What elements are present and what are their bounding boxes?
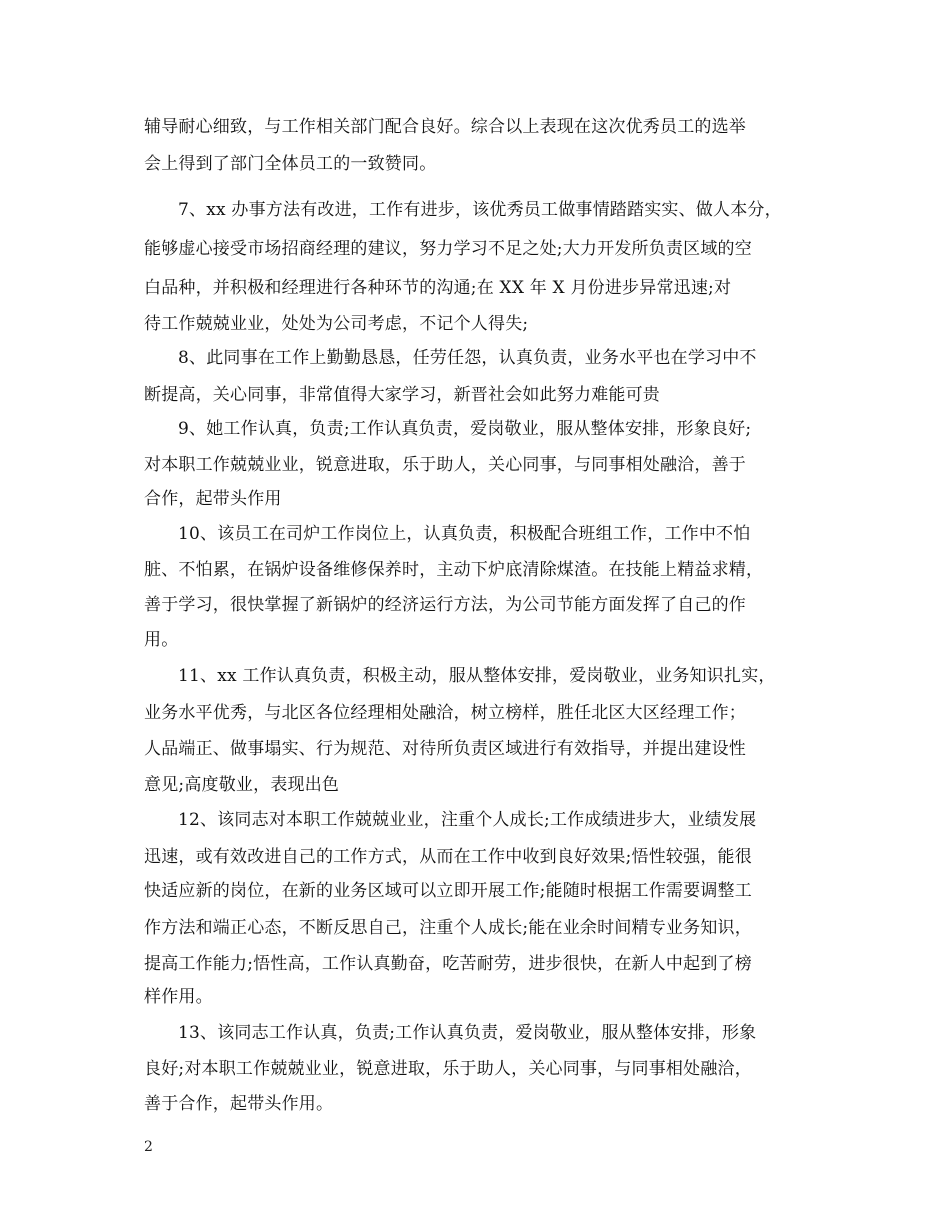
text-line: 对本职工作兢兢业业，锐意进取，乐于助人，关心同事，与同事相处融洽，善于	[144, 455, 746, 475]
text-line: 样作用。	[144, 987, 213, 1007]
text-line: 会上得到了部门全体员工的一致赞同。	[144, 154, 437, 174]
text-line: 快适应新的岗位，在新的业务区域可以立即开展工作;能随时根据工作需要调整工	[144, 881, 752, 901]
text-line: 良好;对本职工作兢兢业业，锐意进取，乐于助人，关心同事，与同事相处融洽，	[144, 1059, 752, 1079]
text-line: 人品端正、做事塌实、行为规范、对待所负责区域进行有效指导，并提出建设性	[144, 739, 746, 759]
text-line: 提高工作能力;悟性高，工作认真勤奋，吃苦耐劳，进步很快，在新人中起到了榜	[144, 954, 752, 974]
paragraph-start-line: 11、xx 工作认真负责，积极主动，服从整体安排，爱岗敬业，业务知识扎实，	[178, 666, 776, 686]
paragraph-start-line: 13、该同志工作认真，负责;工作认真负责，爱岗敬业，服从整体安排，形象	[178, 1023, 757, 1043]
text-line: 用。	[144, 630, 179, 650]
text-line: 能够虚心接受市场招商经理的建议，努力学习不足之处;大力开发所负责区域的空	[144, 239, 752, 259]
paragraph-start-line: 12、该同志对本职工作兢兢业业，注重个人成长;工作成绩进步大，业绩发展	[178, 810, 757, 830]
text-line: 白品种，并积极和经理进行各种环节的沟通;在 XX 年 X 月份进步异常迅速;对	[144, 278, 732, 298]
text-line: 善于合作，起带头作用。	[144, 1094, 334, 1114]
text-line: 业务水平优秀，与北区各位经理相处融洽，树立榜样，胜任北区大区经理工作；	[144, 703, 746, 723]
page-number: 2	[144, 1139, 153, 1155]
text-line: 迅速，或有效改进自己的工作方式，从而在工作中收到良好效果;悟性较强，能很	[144, 847, 752, 867]
text-line: 合作，起带头作用	[144, 489, 282, 509]
text-line: 辅导耐心细致，与工作相关部门配合良好。综合以上表现在这次优秀员工的选举	[144, 117, 746, 137]
paragraph-start-line: 9、她工作认真，负责;工作认真负责，爱岗敬业，服从整体安排，形象良好;	[178, 419, 752, 439]
text-line: 作方法和端正心态，不断反思自己，注重个人成长;能在业余时间精专业务知识，	[144, 918, 752, 938]
text-line: 意见;高度敬业，表现出色	[144, 775, 340, 795]
paragraph-start-line: 10、该员工在司炉工作岗位上，认真负责，积极配合班组工作，工作中不怕	[178, 524, 751, 544]
text-line: 善于学习，很快掌握了新锅炉的经济运行方法，为公司节能方面发挥了自己的作	[144, 595, 746, 615]
text-line: 脏、不怕累，在锅炉设备维修保养时，主动下炉底清除煤渣。在技能上精益求精，	[144, 560, 764, 580]
paragraph-start-line: 7、xx 办事方法有改进，工作有进步，该优秀员工做事情踏踏实实、做人本分，	[178, 200, 782, 220]
paragraph-start-line: 8、此同事在工作上勤勤恳恳，任劳任怨，认真负责，业务水平也在学习中不	[178, 348, 757, 368]
text-line: 断提高，关心同事，非常值得大家学习，新晋社会如此努力难能可贵	[144, 385, 660, 405]
text-line: 待工作兢兢业业，处处为公司考虑，不记个人得失;	[144, 314, 529, 334]
